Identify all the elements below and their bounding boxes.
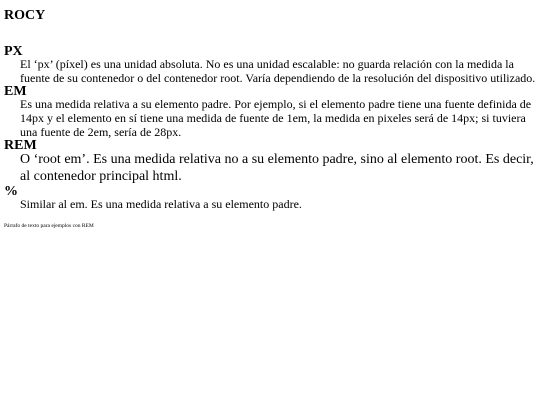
example-paragraph: Párrafo de texto para ejemplos con REM (4, 223, 94, 229)
definition-px: El ‘px’ (píxel) es una unidad absoluta. No es una unidad escalable: no guarda relación con la medida la fuente de su contenedor o del contenedor root. Varía dependiendo de la resolución del dispositivo utilizado. (20, 57, 536, 85)
term-px: PX (4, 44, 23, 59)
term-percent: % (4, 184, 18, 199)
definition-rem: O ‘root em’. Es una medida relativa no a su elemento padre, sino al elemento root. Es decir, al contenedor principal html. (20, 152, 534, 184)
term-rem: REM (4, 138, 37, 153)
term-em: EM (4, 84, 27, 99)
page-title: ROCY (4, 8, 46, 23)
definition-percent: Similar al em. Es una medida relativa a su elemento padre. (20, 197, 302, 211)
definition-list (4, 45, 536, 211)
definition-em: Es una medida relativa a su elemento padre. Por ejemplo, si el elemento padre tiene una fuente definida de 14px y el elemento en sí tiene una medida de fuente de 1em, la medida en pixeles será de 14px; si tuviera una fuente de 2em, sería de 28px. (20, 97, 532, 139)
